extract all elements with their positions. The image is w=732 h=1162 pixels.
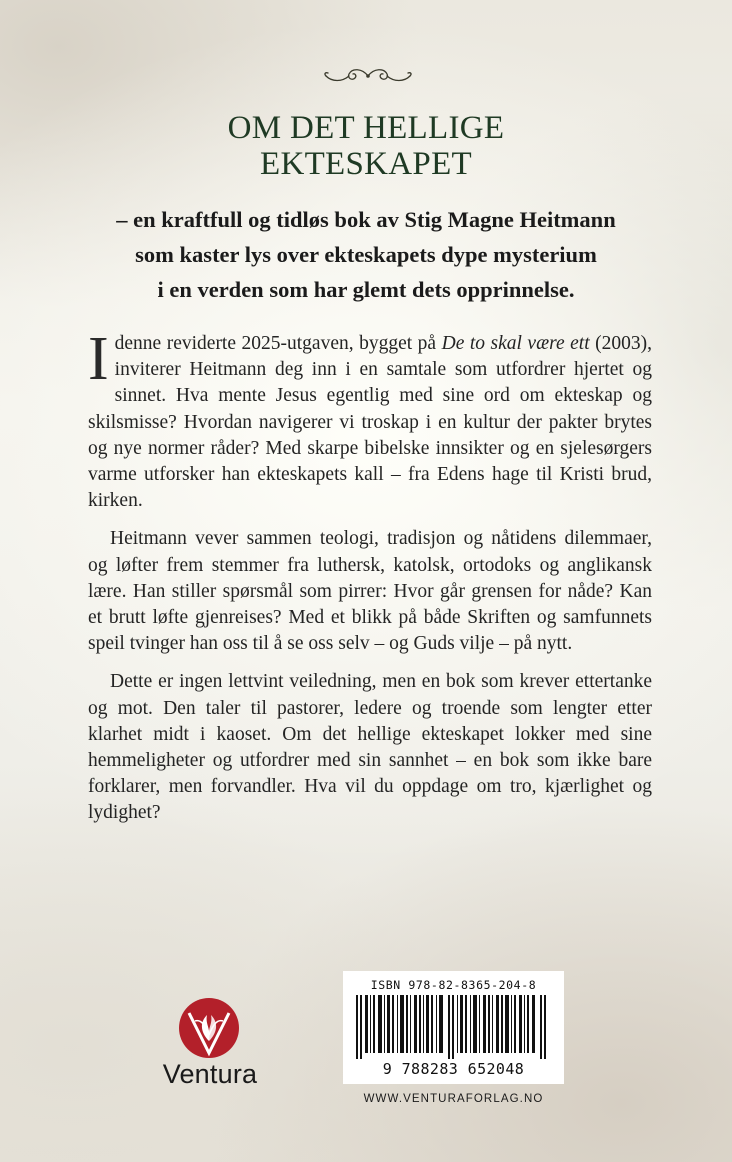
ventura-logo-icon bbox=[177, 995, 241, 1061]
publisher-url: WWW.VENTURAFORLAG.NO bbox=[363, 1093, 544, 1105]
original-book-title: De to skal være ett bbox=[441, 333, 590, 354]
book-title-line-2: EKTESKAPET bbox=[260, 146, 472, 182]
blurb-paragraph-1 bbox=[88, 325, 652, 514]
blurb-paragraph-3: Dette er ingen lettvint veiledning, men en bok som krever ettertanke og mot. Den taler til pastorer, ledere og troende som lengter etter klarhet midt i kaoset. Om det hellige ekteskapet lokker med sine hemmeligheter og utfordrer med sin sannhet – en bok som ikke bare forklarer, men forvandler. Hva vil du oppdage om tro, kjærlighet og lydighet? bbox=[88, 671, 652, 824]
publisher-name: Ventura bbox=[162, 1059, 258, 1089]
book-title bbox=[0, 110, 732, 182]
flourish-ornament-icon bbox=[322, 64, 414, 88]
book-title-line-1: OM DET HELLIGE bbox=[227, 110, 505, 146]
paragraph-1-rest: (2003), inviterer Heitmann deg inn i en samtale som utfordrer hjertet og sinnet. Hva mente Jesus egentlig med sine ord om ekteskap og skilsmisse? Hvordan navigerer vi troskap i en kultur der pakter brytes og nye normer råder? Med skarpe bibelske innsikter og en sjelesørgers varme utforsker han ekteskapets kall – fra Edens hage til Kristi brud, kirken. bbox=[88, 333, 652, 512]
subtitle bbox=[40, 202, 692, 307]
isbn-barcode bbox=[343, 971, 564, 1084]
blurb-paragraph-2: Heitmann vever sammen teologi, tradisjon og nåtidens dilemmaer, og løfter frem stemmer fra luthersk, katolsk, ortodoks og anglikansk lære. Han stiller spørsmål som pirrer: Hvor går grensen for nåde? Kan et brutt løfte gjenreises? Med et blikk på både Skriften og samfunnets speil tvinger han oss til å se oss selv – og Guds vilje – på nytt. bbox=[88, 528, 652, 655]
blurb-body bbox=[88, 325, 652, 827]
barcode-icon bbox=[356, 995, 551, 1059]
subtitle-line-3: i en verden som har glemt dets opprinnelse. bbox=[157, 277, 575, 302]
subtitle-line-1: – en kraftfull og tidløs bok av Stig Magne Heitmann bbox=[116, 207, 616, 232]
paragraph-1-intro: denne reviderte 2025-utgaven, bygget på bbox=[114, 333, 442, 354]
drop-cap: I bbox=[88, 325, 109, 393]
isbn-digits: 9 788283 652048 bbox=[382, 1060, 525, 1078]
isbn-label: ISBN 978-82-8365-204-8 bbox=[370, 978, 537, 992]
subtitle-line-2: som kaster lys over ekteskapets dype mysterium bbox=[135, 242, 597, 267]
